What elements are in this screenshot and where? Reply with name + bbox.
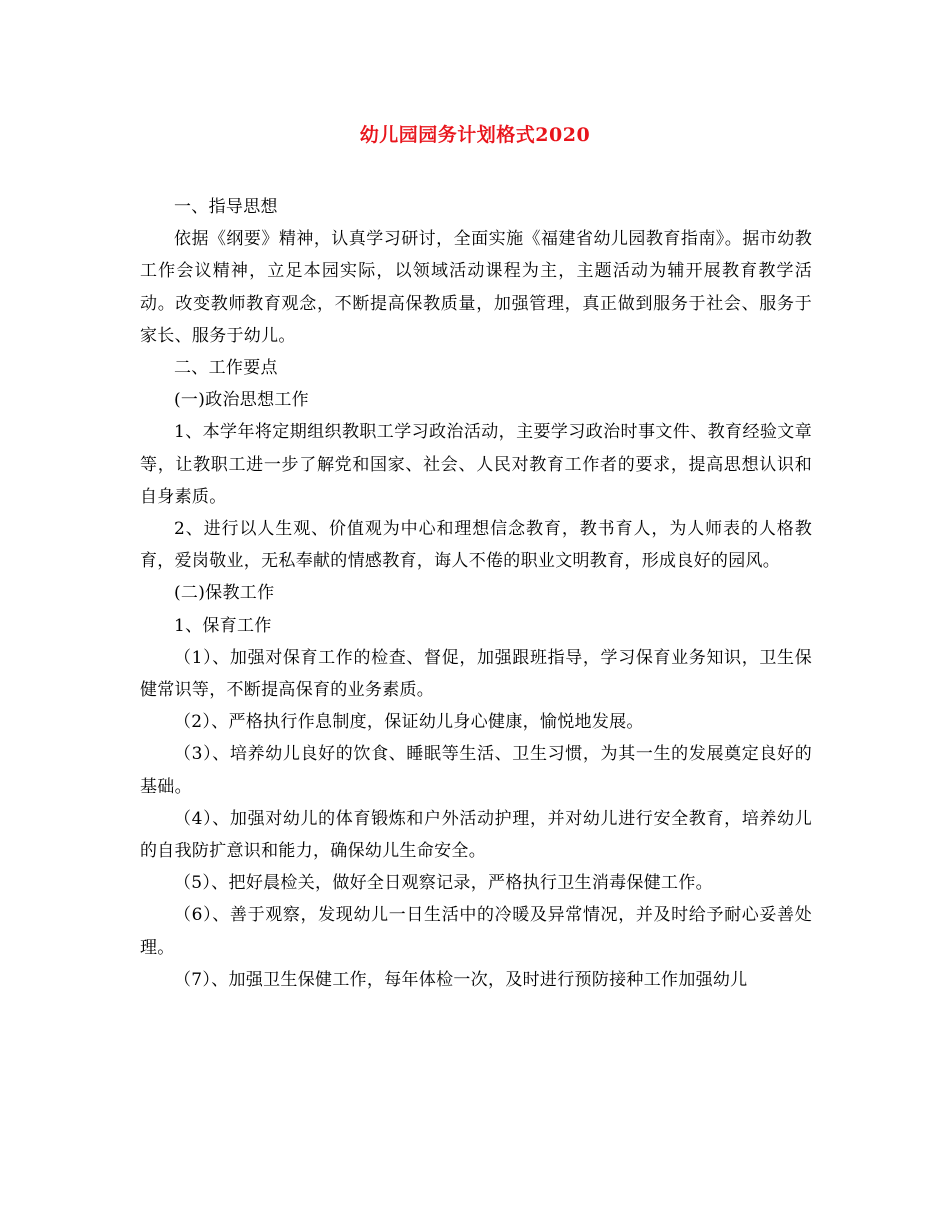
list-item: （4）、加强对幼儿的体育锻炼和户外活动护理，并对幼儿进行安全教育，培养幼儿的自我防扩意识和能力，确保幼儿生命安全。	[140, 808, 812, 862]
paragraph: 1、本学年将定期组织教职工学习政治活动，主要学习政治时事文件、教育经验文章等，让教职工进一步了解党和国家、社会、人民对教育工作者的要求，提高思想认识和自身素质。	[140, 422, 812, 507]
list-item: （5）、把好晨检关，做好全日观察记录，严格执行卫生消毒保健工作。	[174, 873, 713, 894]
document-title: 幼儿园园务计划格式2020	[359, 124, 591, 146]
document-body	[140, 191, 812, 996]
item-heading-care-work: 1、保育工作	[174, 615, 272, 636]
subsection-heading-political-work: (一)政治思想工作	[174, 390, 309, 411]
list-item: （7）、加强卫生保健工作，每年体检一次，及时进行预防接种工作加强幼儿	[174, 969, 748, 990]
section-heading-guiding-thought: 一、指导思想	[174, 197, 278, 217]
subsection-heading-care-education: (二)保教工作	[174, 583, 275, 604]
list-item: （1）、加强对保育工作的检查、督促，加强跟班指导，学习保育业务知识，卫生保健常识等，不断提高保育的业务素质。	[140, 647, 812, 701]
list-item: （6）、善于观察，发现幼儿一日生活中的冷暖及异常情况，并及时给予耐心妥善处理。	[140, 905, 812, 958]
paragraph: 2、进行以人生观、价值观为中心和理想信念教育，教书育人，为人师表的人格教育，爱岗敬业，无私奉献的情感教育，诲人不倦的职业文明教育，形成良好的园风。	[140, 519, 812, 572]
list-item: （2）、严格执行作息制度，保证幼儿身心健康，愉悦地发展。	[174, 712, 644, 733]
paragraph: 依据《纲要》精神，认真学习研讨，全面实施《福建省幼儿园教育指南》。据市幼教工作会议精神，立足本园实际，以领域活动课程为主，主题活动为辅开展教育教学活动。改变教师教育观念，不断提高保教质量，加强管理，真正做到服务于社会、服务于家长、服务于幼儿。	[140, 229, 812, 346]
list-item: （3）、培养幼儿良好的饮食、睡眠等生活、卫生习惯，为其一生的发展奠定良好的基础。	[140, 744, 812, 797]
section-heading-work-points: 二、工作要点	[174, 358, 278, 379]
